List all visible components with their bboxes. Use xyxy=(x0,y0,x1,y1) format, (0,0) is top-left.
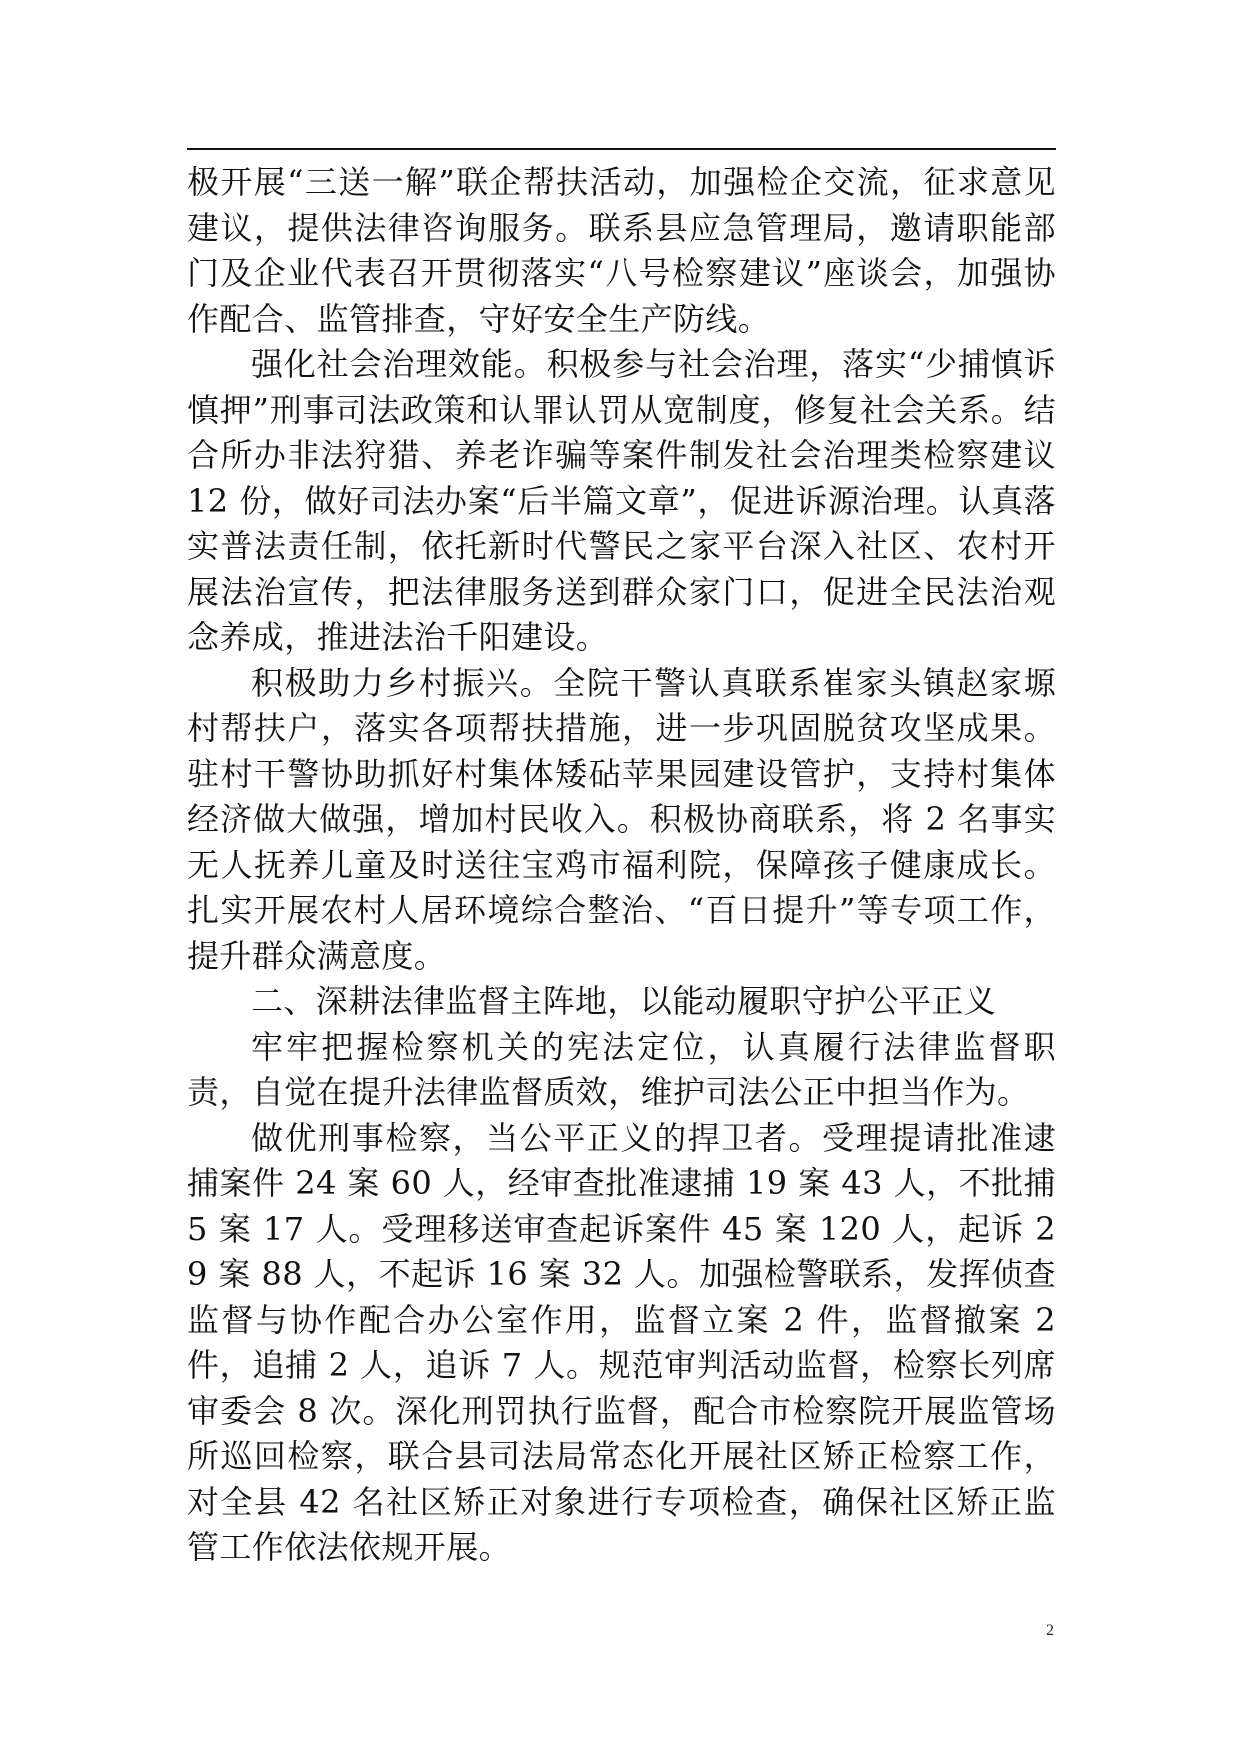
page-number: 2 xyxy=(1046,1622,1054,1639)
paragraph-constitutional-role: 牢牢把握检察机关的宪法定位，认真履行法律监督职责，自觉在提升法律监督质效，维护司法公正中担当作为。 xyxy=(187,1027,1056,1111)
section-heading: 二、深耕法律监督主阵地，以能动履职守护公平正义 xyxy=(251,982,997,1020)
paragraph-criminal-procuratorate: 做优刑事检察，当公平正义的捍卫者。受理提请批准逮捕案件 24 案 60 人，经审查批准逮捕 19 案 43 人，不批捕 5 案 17 人。受理移送审查起诉案件 45 案 120 人，起诉 29 案 88 人，不起诉 16 案 32 人。加强检警联系，发挥侦查监督与协作配合办公室作用，监督立案 2 件，监督撤案 2 件，追捕 2 人，追诉 7 人。规范审判活动监督，检察长列席审委会 8 次。深化刑罚执行监督，配合市检察院开展监管场所巡回检察，联合县司法局常态化开展社区矫正检察工作，对全县 42 名社区矫正对象进行专项检查，确保社区矫正监管工作依法依规开展。 xyxy=(187,1118,1056,1566)
header-rule xyxy=(187,148,1056,150)
paragraph-continuation: 极开展“三送一解”联企帮扶活动，加强检企交流，征求意见建议，提供法律咨询服务。联系县应急管理局，邀请职能部门及企业代表召开贯彻落实“八号检察建议”座谈会，加强协作配合、监管排查，守好安全生产防线。 xyxy=(187,163,1056,338)
document-body xyxy=(187,160,1056,1571)
paragraph-social-governance: 强化社会治理效能。积极参与社会治理，落实“少捕慎诉慎押”刑事司法政策和认罪认罚从宽制度，修复社会关系。结合所办非法狩猎、养老诈骗等案件制发社会治理类检察建议 12 份，做好司法办案“后半篇文章”，促进诉源治理。认真落实普法责任制，依托新时代警民之家平台深入社区、农村开展法治宣传，把法律服务送到群众家门口，促进全民法治观念养成，推进法治千阳建设。 xyxy=(187,345,1056,656)
paragraph-rural-revitalization: 积极助力乡村振兴。全院干警认真联系崔家头镇赵家塬村帮扶户，落实各项帮扶措施，进一步巩固脱贫攻坚成果。驻村干警协助抓好村集体矮砧苹果园建设管护，支持村集体经济做大做强，增加村民收入。积极协商联系，将 2 名事实无人抚养儿童及时送往宝鸡市福利院，保障孩子健康成长。扎实开展农村人居环境综合整治、“百日提升”等专项工作，提升群众满意度。 xyxy=(187,663,1056,975)
